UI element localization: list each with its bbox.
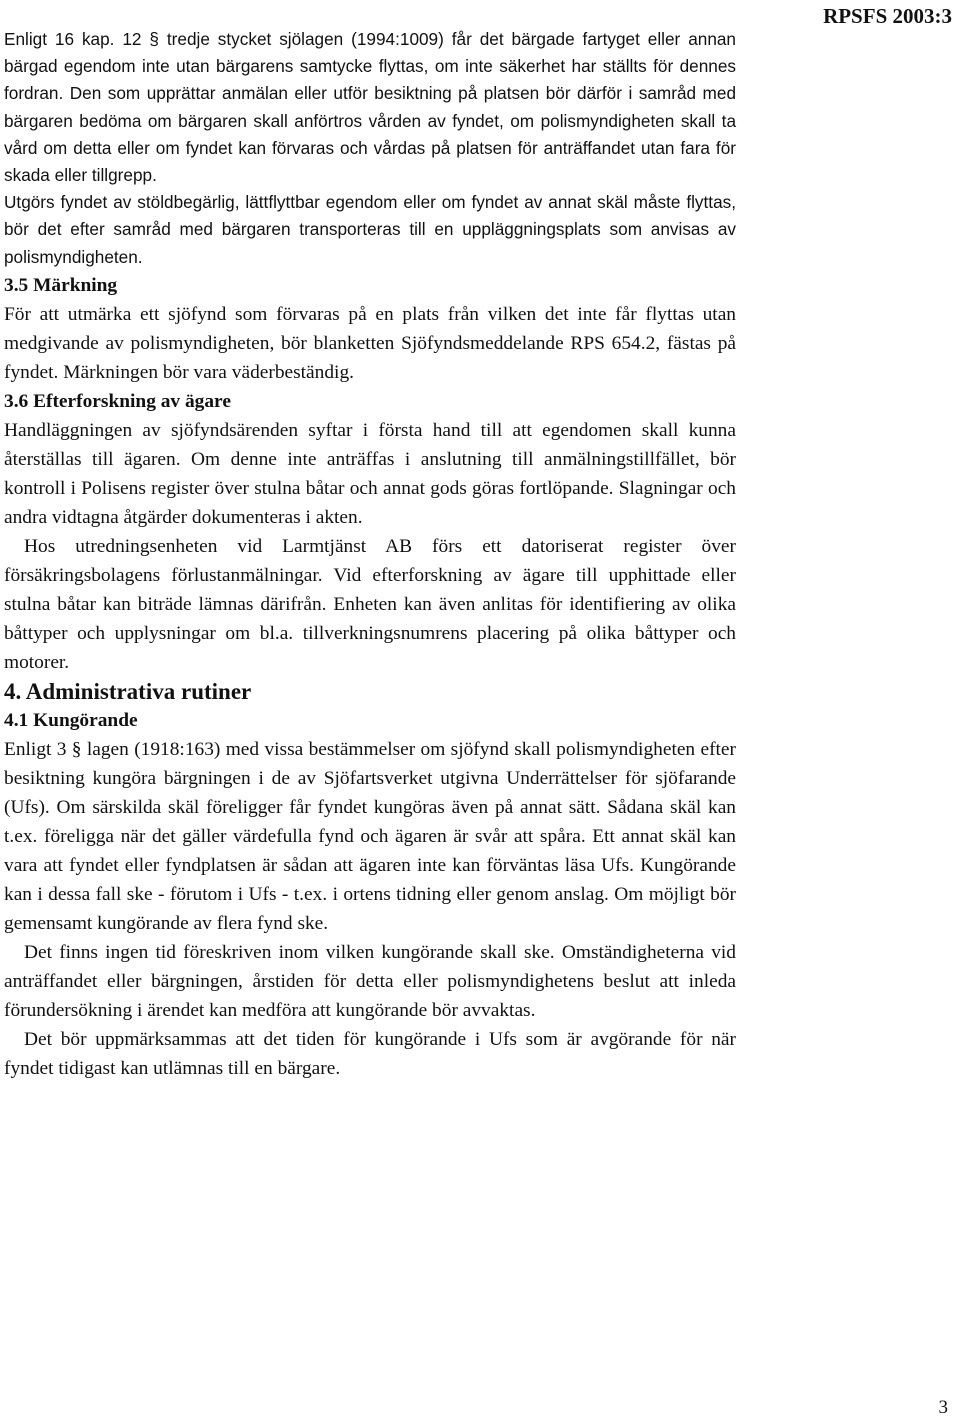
paragraph-timing: Det finns ingen tid föreskriven inom vilken kungörande skall ske. Omständigheterna vid anträffandet eller bärgningen, årstiden för detta eller polismyndighetens beslut att inleda förundersökning i ärendet kan medföra att kungörande bör avvaktas. [4,941,736,1021]
page-number: 3 [938,1397,948,1418]
document-code: RPSFS 2003:3 [823,4,952,28]
document-body [4,26,736,1083]
section-heading-3-5: 3.5 Märkning [4,274,118,296]
paragraph-marking: För att utmärka ett sjöfynd som förvaras på en plats från vilken det inte får flyttas utan medgivande av polismyndigheten, bör blanketten Sjöfyndsmeddelande RPS 654.2, fästas på fyndet. Märkningen bör vara väderbeständig. [4,303,736,383]
paragraph-owner-search: Handläggningen av sjöfyndsärenden syftar i första hand till att egendomen skall kunna återställas till ägaren. Om denne inte anträffas i anslutning till anmälningstillfället, bör kontroll i Polisens register över stulna båtar och annat gods göras fortlöpande. Slagningar och andra vidtagna åtgärder dokumenteras i akten. [4,419,736,528]
paragraph-announcement: Enligt 3 § lagen (1918:163) med vissa bestämmelser om sjöfynd skall polismyndigheten efter besiktning kungöra bärgningen i de av Sjöfartsverket utgivna Underrättelser för sjöfarande (Ufs). Om särskilda skäl föreligger får fyndet kungöras även på annat sätt. Sådana skäl kan t.ex. föreligga när det gäller värdefulla fynd och ägaren är svår att spåra. Ett annat skäl kan vara att fyndet eller fyndplatsen är sådan att ägaren inte kan förväntas läsa Ufs. Kungörande kan i dessa fall ske - förutom i Ufs - t.ex. i ortens tidning eller genom anslag. Om möjligt bör gemensamt kungörande av flera fynd ske. [4,738,736,934]
paragraph-transport: Utgörs fyndet av stöldbegärlig, lättflyttbar egendom eller om fyndet av annat skäl måste flyttas, bör det efter samråd med bärgaren transporteras till en uppläggningsplats som anvisas av polismyndigheten. [4,192,736,267]
paragraph-larmtjanst: Hos utredningsenheten vid Larmtjänst AB förs ett datoriserat register över försäkringsbolagens förlustanmälningar. Vid efterforskning av ägare till upphittade eller stulna båtar kan biträde lämnas därifrån. Enheten kan även anlitas för identifiering av olika båttyper och upplysningar om bl.a. tillverkningsnumrens placering på olika båttyper och motorer. [4,535,736,673]
section-heading-3-6: 3.6 Efterforskning av ägare [4,390,231,412]
chapter-heading-4: 4. Administrativa rutiner [4,678,252,704]
paragraph-salvage-consent: Enligt 16 kap. 12 § tredje stycket sjölagen (1994:1009) får det bärgade fartyget eller annan bärgad egendom inte utan bärgarens samtycke flyttas, om inte säkerhet har ställts för dennes fordran. Den som upprättar anmälan eller utför besiktning på platsen bör därför i samråd med bärgaren bedöma om bärgaren skall anförtros vården av fyndet, om polismyndigheten skall ta vård om detta eller om fyndet kan förvaras och vårdas på platsen för anträffandet utan fara för skada eller tillgrepp. [4,29,736,186]
section-heading-4-1: 4.1 Kungörande [4,709,138,731]
paragraph-deadline: Det bör uppmärksammas att det tiden för kungörande i Ufs som är avgörande för när fyndet tidigast kan utlämnas till en bärgare. [4,1028,736,1079]
